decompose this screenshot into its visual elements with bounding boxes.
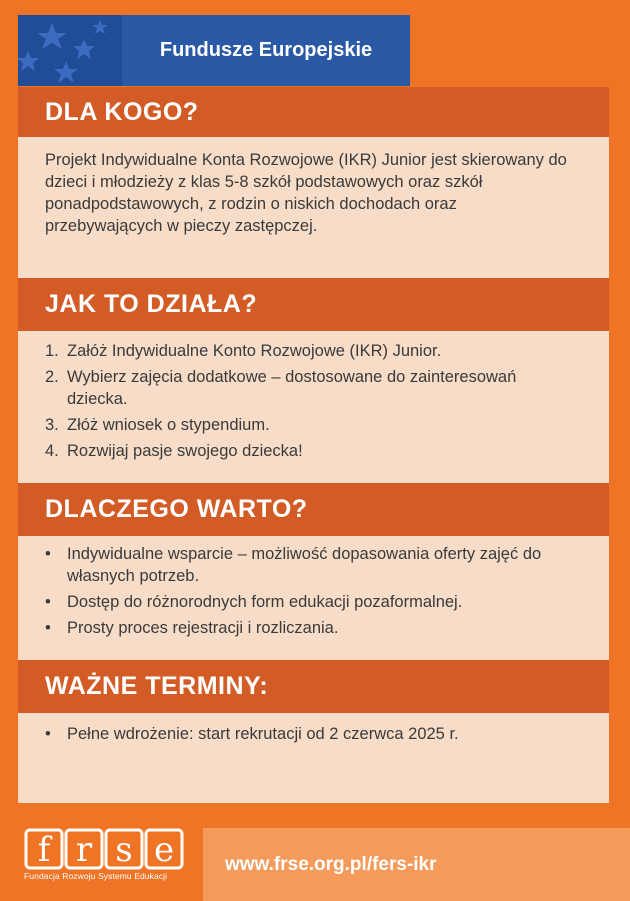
- intro-paragraph: Projekt Indywidualne Konta Rozwojowe (IKR) Junior jest skierowany do dzieci i młodzieży z klas 5-8 szkół podstawowych oraz szkół ponadpodstawowych, z rodzin o niskich dochodach oraz przebywających w pieczy zastępczej.: [45, 151, 567, 235]
- svg-text:s: s: [115, 830, 133, 870]
- eu-funds-logo: [18, 15, 410, 86]
- list-number: 4.: [45, 442, 59, 460]
- list-item-text: Rozwijaj pasje swojego dziecka!: [67, 442, 303, 460]
- section-heading-jak-to-dziala: JAK TO DZIAŁA?: [18, 278, 609, 331]
- section-body-jak-to-dziala: [45, 340, 569, 466]
- list-item-text: Pełne wdrożenie: start rekrutacji od 2 czerwca 2025 r.: [67, 725, 459, 743]
- list-item-text: Wybierz zajęcia dodatkowe – dostosowane do zainteresowań dziecka.: [67, 368, 517, 408]
- list-number: 3.: [45, 416, 59, 434]
- list-item: [45, 617, 569, 639]
- list-item-text: Dostęp do różnorodnych form edukacji pozaformalnej.: [67, 593, 463, 611]
- dates-list: [45, 723, 569, 745]
- benefits-list: [45, 543, 569, 639]
- list-item-text: Złóż wniosek o stypendium.: [67, 416, 270, 434]
- list-item: [45, 591, 569, 613]
- list-item: [45, 723, 569, 745]
- svg-text:f: f: [37, 830, 51, 870]
- section-heading-wazne-terminy: WAŻNE TERMINY:: [18, 660, 609, 713]
- bullet: •: [45, 593, 51, 611]
- section-body-dlaczego-warto: [45, 543, 569, 643]
- svg-text:e: e: [153, 830, 175, 870]
- list-item: [45, 440, 569, 462]
- frse-subtitle: Fundacja Rozwoju Systemu Edukacji: [24, 871, 168, 881]
- bullet: •: [45, 619, 51, 637]
- list-item: [45, 366, 569, 410]
- list-number: 1.: [45, 342, 59, 360]
- content-panel: [18, 87, 609, 803]
- website-url[interactable]: [203, 828, 630, 901]
- list-item-text: Prosty proces rejestracji i rozliczania.: [67, 619, 339, 637]
- list-number: 2.: [45, 368, 59, 386]
- list-item-text: Indywidualne wsparcie – możliwość dopasowania oferty zajęć do własnych potrzeb.: [67, 545, 542, 585]
- section-heading-dla-kogo: DLA KOGO?: [18, 87, 609, 137]
- list-item: [45, 543, 569, 587]
- list-item-text: Załóż Indywidualne Konto Rozwojowe (IKR) Junior.: [67, 342, 442, 360]
- website-url-text[interactable]: www.frse.org.pl/fers-ikr: [225, 853, 437, 875]
- section-body-wazne-terminy: [45, 723, 569, 749]
- eu-flag-icon: [18, 15, 122, 86]
- bullet: •: [45, 545, 51, 563]
- svg-text:r: r: [75, 830, 93, 870]
- eu-funds-title: Fundusze Europejskie: [159, 39, 373, 61]
- section-body-dla-kogo: [45, 149, 569, 237]
- bullet: •: [45, 725, 51, 743]
- steps-list: [45, 340, 569, 462]
- list-item: [45, 414, 569, 436]
- list-item: [45, 340, 569, 362]
- section-heading-dlaczego-warto: DLACZEGO WARTO?: [18, 483, 609, 536]
